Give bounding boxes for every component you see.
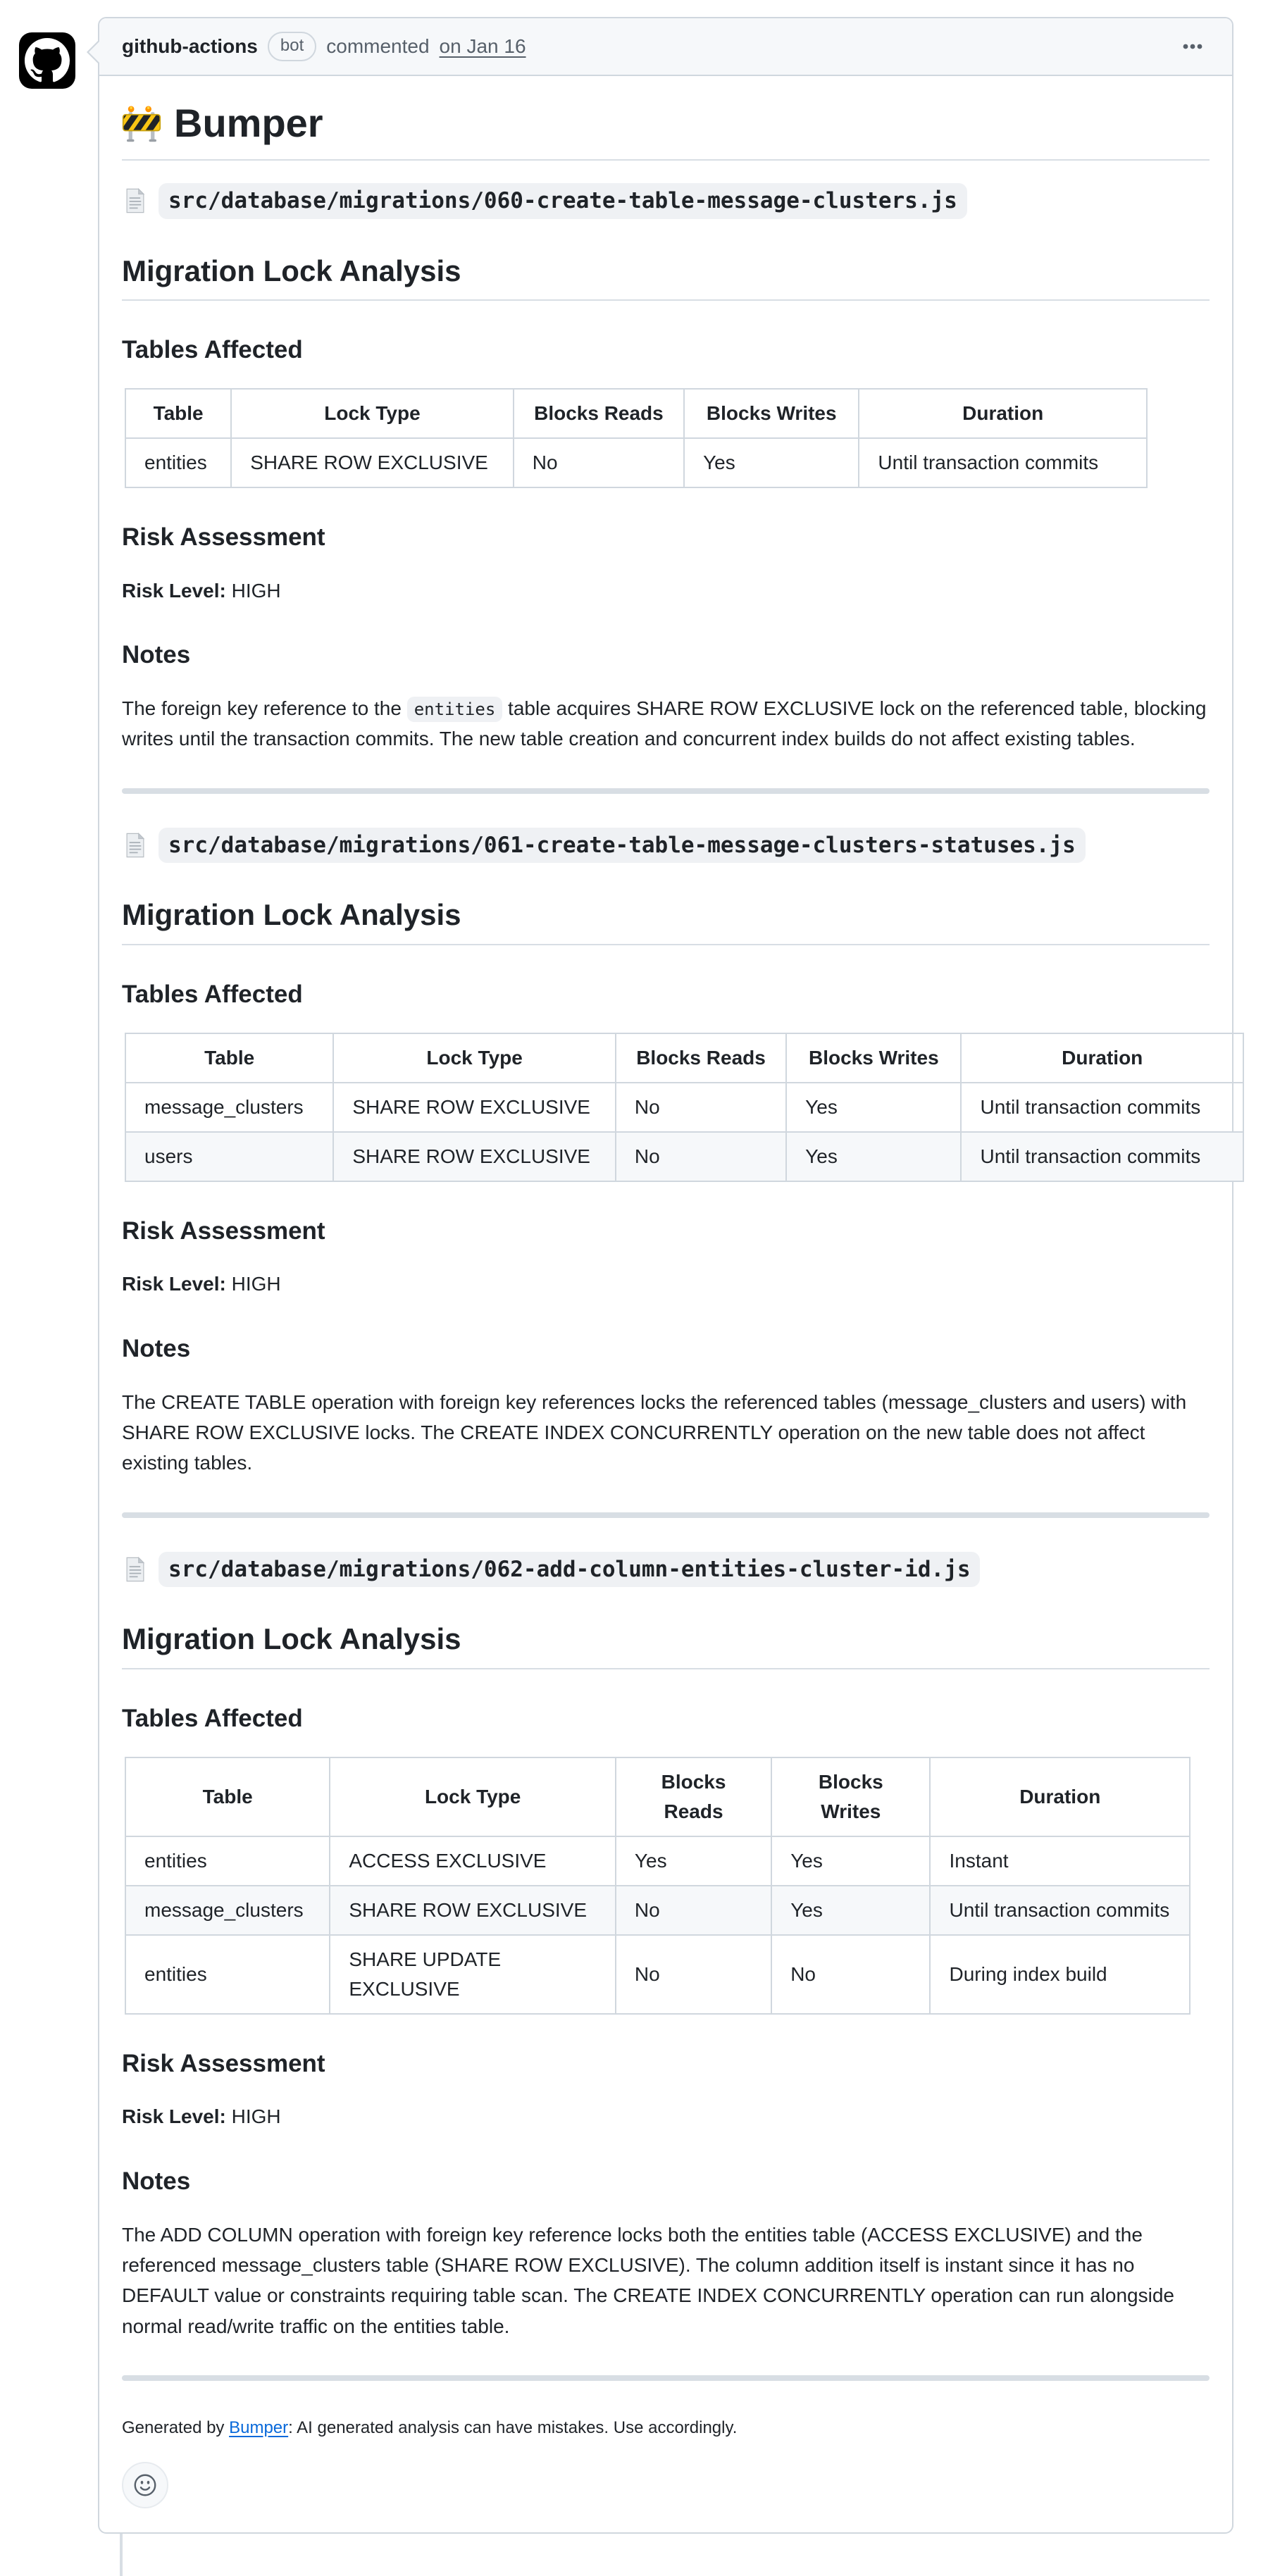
table-cell: Yes bbox=[786, 1083, 961, 1132]
table-cell: entities bbox=[125, 438, 231, 487]
table-cell: SHARE ROW EXCLUSIVE bbox=[231, 438, 514, 487]
bot-badge: bot bbox=[268, 32, 316, 61]
table-cell: SHARE ROW EXCLUSIVE bbox=[333, 1083, 616, 1132]
column-header: Blocks Reads bbox=[616, 1033, 786, 1083]
table-row bbox=[125, 1836, 1190, 1886]
section-heading: Migration Lock Analysis bbox=[122, 253, 1210, 301]
risk-level-label: Risk Level: bbox=[122, 1273, 226, 1295]
table-cell: Instant bbox=[930, 1836, 1190, 1886]
table-cell: No bbox=[616, 1886, 771, 1935]
notes-text: table acquires SHARE ROW EXCLUSIVE lock on the referenced table, blocking writes until the transaction commits. The new table creation and concurrent index builds do not affect existing tables. bbox=[122, 697, 1207, 750]
column-header: Blocks Writes bbox=[771, 1757, 930, 1836]
table-cell: message_clusters bbox=[125, 1886, 330, 1935]
tables-affected-heading: Tables Affected bbox=[122, 980, 303, 1008]
comment-card bbox=[98, 17, 1233, 2534]
notes-heading: Notes bbox=[122, 2167, 191, 2195]
file-heading bbox=[122, 828, 1210, 864]
column-header: Blocks Writes bbox=[684, 389, 859, 438]
column-header: Table bbox=[125, 1033, 333, 1083]
bumper-link[interactable]: Bumper bbox=[229, 2418, 289, 2438]
page-emoji-icon bbox=[122, 1556, 149, 1583]
avatar[interactable] bbox=[19, 32, 75, 89]
table-cell: Yes bbox=[786, 1132, 961, 1181]
table-cell: No bbox=[616, 1083, 786, 1132]
notes-text: The ADD COLUMN operation with foreign key reference locks both the entities table (ACCESS EXCLUSIVE) and the referenced message_clusters table (SHARE ROW EXCLUSIVE). The column addition itself is instant since it has no DEFAULT value or constraints requiring table scan. The CREATE INDEX CONCURRENTLY operation can run alongside normal read/write traffic on the entities table. bbox=[122, 2223, 1174, 2337]
risk-assessment-heading: Risk Assessment bbox=[122, 1217, 325, 1245]
table-cell: During index build bbox=[930, 1935, 1190, 2014]
table-cell: entities bbox=[125, 1935, 330, 2014]
column-header: Blocks Writes bbox=[786, 1033, 961, 1083]
notes-paragraph bbox=[122, 693, 1210, 754]
notes-text: The CREATE TABLE operation with foreign key references locks the referenced tables (message_clusters and users) with SHARE ROW EXCLUSIVE locks. The CREATE INDEX CONCURRENTLY operation on the new table does not affect existing tables. bbox=[122, 1390, 1187, 1474]
table-row bbox=[125, 1132, 1243, 1181]
github-octocat-icon bbox=[25, 38, 70, 83]
kebab-horizontal-icon bbox=[1181, 35, 1204, 58]
construction-barrier-emoji-icon bbox=[122, 104, 161, 143]
table-row bbox=[125, 1886, 1190, 1935]
table-header-row bbox=[125, 1757, 1190, 1836]
comment-options-button[interactable] bbox=[1176, 30, 1210, 63]
notes-heading: Notes bbox=[122, 1334, 191, 1362]
lock-analysis-table bbox=[125, 1757, 1191, 2015]
risk-level-value: HIGH bbox=[231, 2105, 281, 2128]
section-heading: Migration Lock Analysis bbox=[122, 1621, 1210, 1669]
risk-assessment-heading: Risk Assessment bbox=[122, 2049, 325, 2077]
add-reaction-button[interactable] bbox=[122, 2462, 168, 2508]
table-cell: Until transaction commits bbox=[859, 438, 1147, 487]
file-path: src/database/migrations/062-add-column-entities-cluster-id.js bbox=[158, 1552, 980, 1588]
column-header: Duration bbox=[859, 389, 1147, 438]
timeline-line-bottom bbox=[120, 2534, 123, 2576]
table-cell: No bbox=[771, 1935, 930, 2014]
footer-note bbox=[122, 2415, 1210, 2441]
page-title-text: Bumper bbox=[174, 101, 323, 145]
table-cell: users bbox=[125, 1132, 333, 1181]
risk-level-value: HIGH bbox=[231, 579, 281, 602]
footer-prefix: Generated by bbox=[122, 2418, 230, 2438]
lock-analysis-table bbox=[125, 1033, 1244, 1182]
column-header: Blocks Reads bbox=[514, 389, 684, 438]
author-link[interactable]: github-actions bbox=[122, 35, 258, 57]
tables-affected-heading: Tables Affected bbox=[122, 1704, 303, 1732]
action-text: commented bbox=[326, 35, 430, 57]
section-divider bbox=[122, 788, 1210, 794]
risk-level-line bbox=[122, 1269, 1210, 1299]
column-header: Blocks Reads bbox=[616, 1757, 771, 1836]
table-row bbox=[125, 1935, 1190, 2014]
notes-heading: Notes bbox=[122, 641, 191, 669]
table-row bbox=[125, 1083, 1243, 1132]
column-header: Duration bbox=[961, 1033, 1243, 1083]
page-emoji-icon bbox=[122, 832, 149, 859]
section-divider bbox=[122, 2375, 1210, 2381]
notes-text: The foreign key reference to the bbox=[122, 697, 407, 719]
notes-paragraph bbox=[122, 2220, 1210, 2342]
table-cell: message_clusters bbox=[125, 1083, 333, 1132]
column-header: Lock Type bbox=[231, 389, 514, 438]
lock-analysis-table bbox=[125, 388, 1148, 488]
table-cell: entities bbox=[125, 1836, 330, 1886]
table-cell: No bbox=[514, 438, 684, 487]
table-cell: SHARE UPDATE EXCLUSIVE bbox=[330, 1935, 616, 2014]
migration-section bbox=[122, 183, 1210, 794]
table-cell: Until transaction commits bbox=[961, 1132, 1243, 1181]
smiley-icon bbox=[132, 2472, 158, 2498]
table-cell: Yes bbox=[771, 1836, 930, 1886]
risk-assessment-heading: Risk Assessment bbox=[122, 523, 325, 551]
table-row bbox=[125, 438, 1147, 487]
footer-suffix: : AI generated analysis can have mistakes. Use accordingly. bbox=[288, 2418, 738, 2438]
risk-level-line bbox=[122, 575, 1210, 606]
risk-level-label: Risk Level: bbox=[122, 2105, 226, 2128]
table-header-row bbox=[125, 1033, 1243, 1083]
table-cell: No bbox=[616, 1935, 771, 2014]
section-heading: Migration Lock Analysis bbox=[122, 897, 1210, 945]
tables-affected-heading: Tables Affected bbox=[122, 336, 303, 364]
risk-level-value: HIGH bbox=[231, 1273, 281, 1295]
column-header: Table bbox=[125, 1757, 330, 1836]
section-divider bbox=[122, 1512, 1210, 1518]
table-header-row bbox=[125, 389, 1147, 438]
file-path: src/database/migrations/061-create-table-message-clusters-statuses.js bbox=[158, 828, 1086, 864]
column-header: Lock Type bbox=[333, 1033, 616, 1083]
page-title bbox=[122, 99, 1210, 161]
column-header: Table bbox=[125, 389, 231, 438]
risk-level-line bbox=[122, 2101, 1210, 2132]
table-cell: Until transaction commits bbox=[961, 1083, 1243, 1132]
column-header: Lock Type bbox=[330, 1757, 616, 1836]
table-cell: Yes bbox=[684, 438, 859, 487]
table-cell: SHARE ROW EXCLUSIVE bbox=[333, 1132, 616, 1181]
comment-body bbox=[99, 76, 1232, 2532]
notes-paragraph bbox=[122, 1387, 1210, 1479]
inline-code: entities bbox=[407, 697, 503, 722]
table-cell: Until transaction commits bbox=[930, 1886, 1190, 1935]
table-cell: Yes bbox=[616, 1836, 771, 1886]
table-cell: SHARE ROW EXCLUSIVE bbox=[330, 1886, 616, 1935]
comment-header bbox=[99, 18, 1232, 76]
table-cell: No bbox=[616, 1132, 786, 1181]
migration-section bbox=[122, 828, 1210, 1518]
timestamp-link[interactable]: on Jan 16 bbox=[439, 35, 526, 57]
risk-level-label: Risk Level: bbox=[122, 579, 226, 602]
file-heading bbox=[122, 1552, 1210, 1588]
file-heading bbox=[122, 183, 1210, 219]
table-cell: ACCESS EXCLUSIVE bbox=[330, 1836, 616, 1886]
table-cell: Yes bbox=[771, 1886, 930, 1935]
column-header: Duration bbox=[930, 1757, 1190, 1836]
migration-section bbox=[122, 1552, 1210, 2381]
page-emoji-icon bbox=[122, 187, 149, 214]
file-path: src/database/migrations/060-create-table-message-clusters.js bbox=[158, 183, 967, 219]
sections-container bbox=[122, 183, 1210, 2381]
